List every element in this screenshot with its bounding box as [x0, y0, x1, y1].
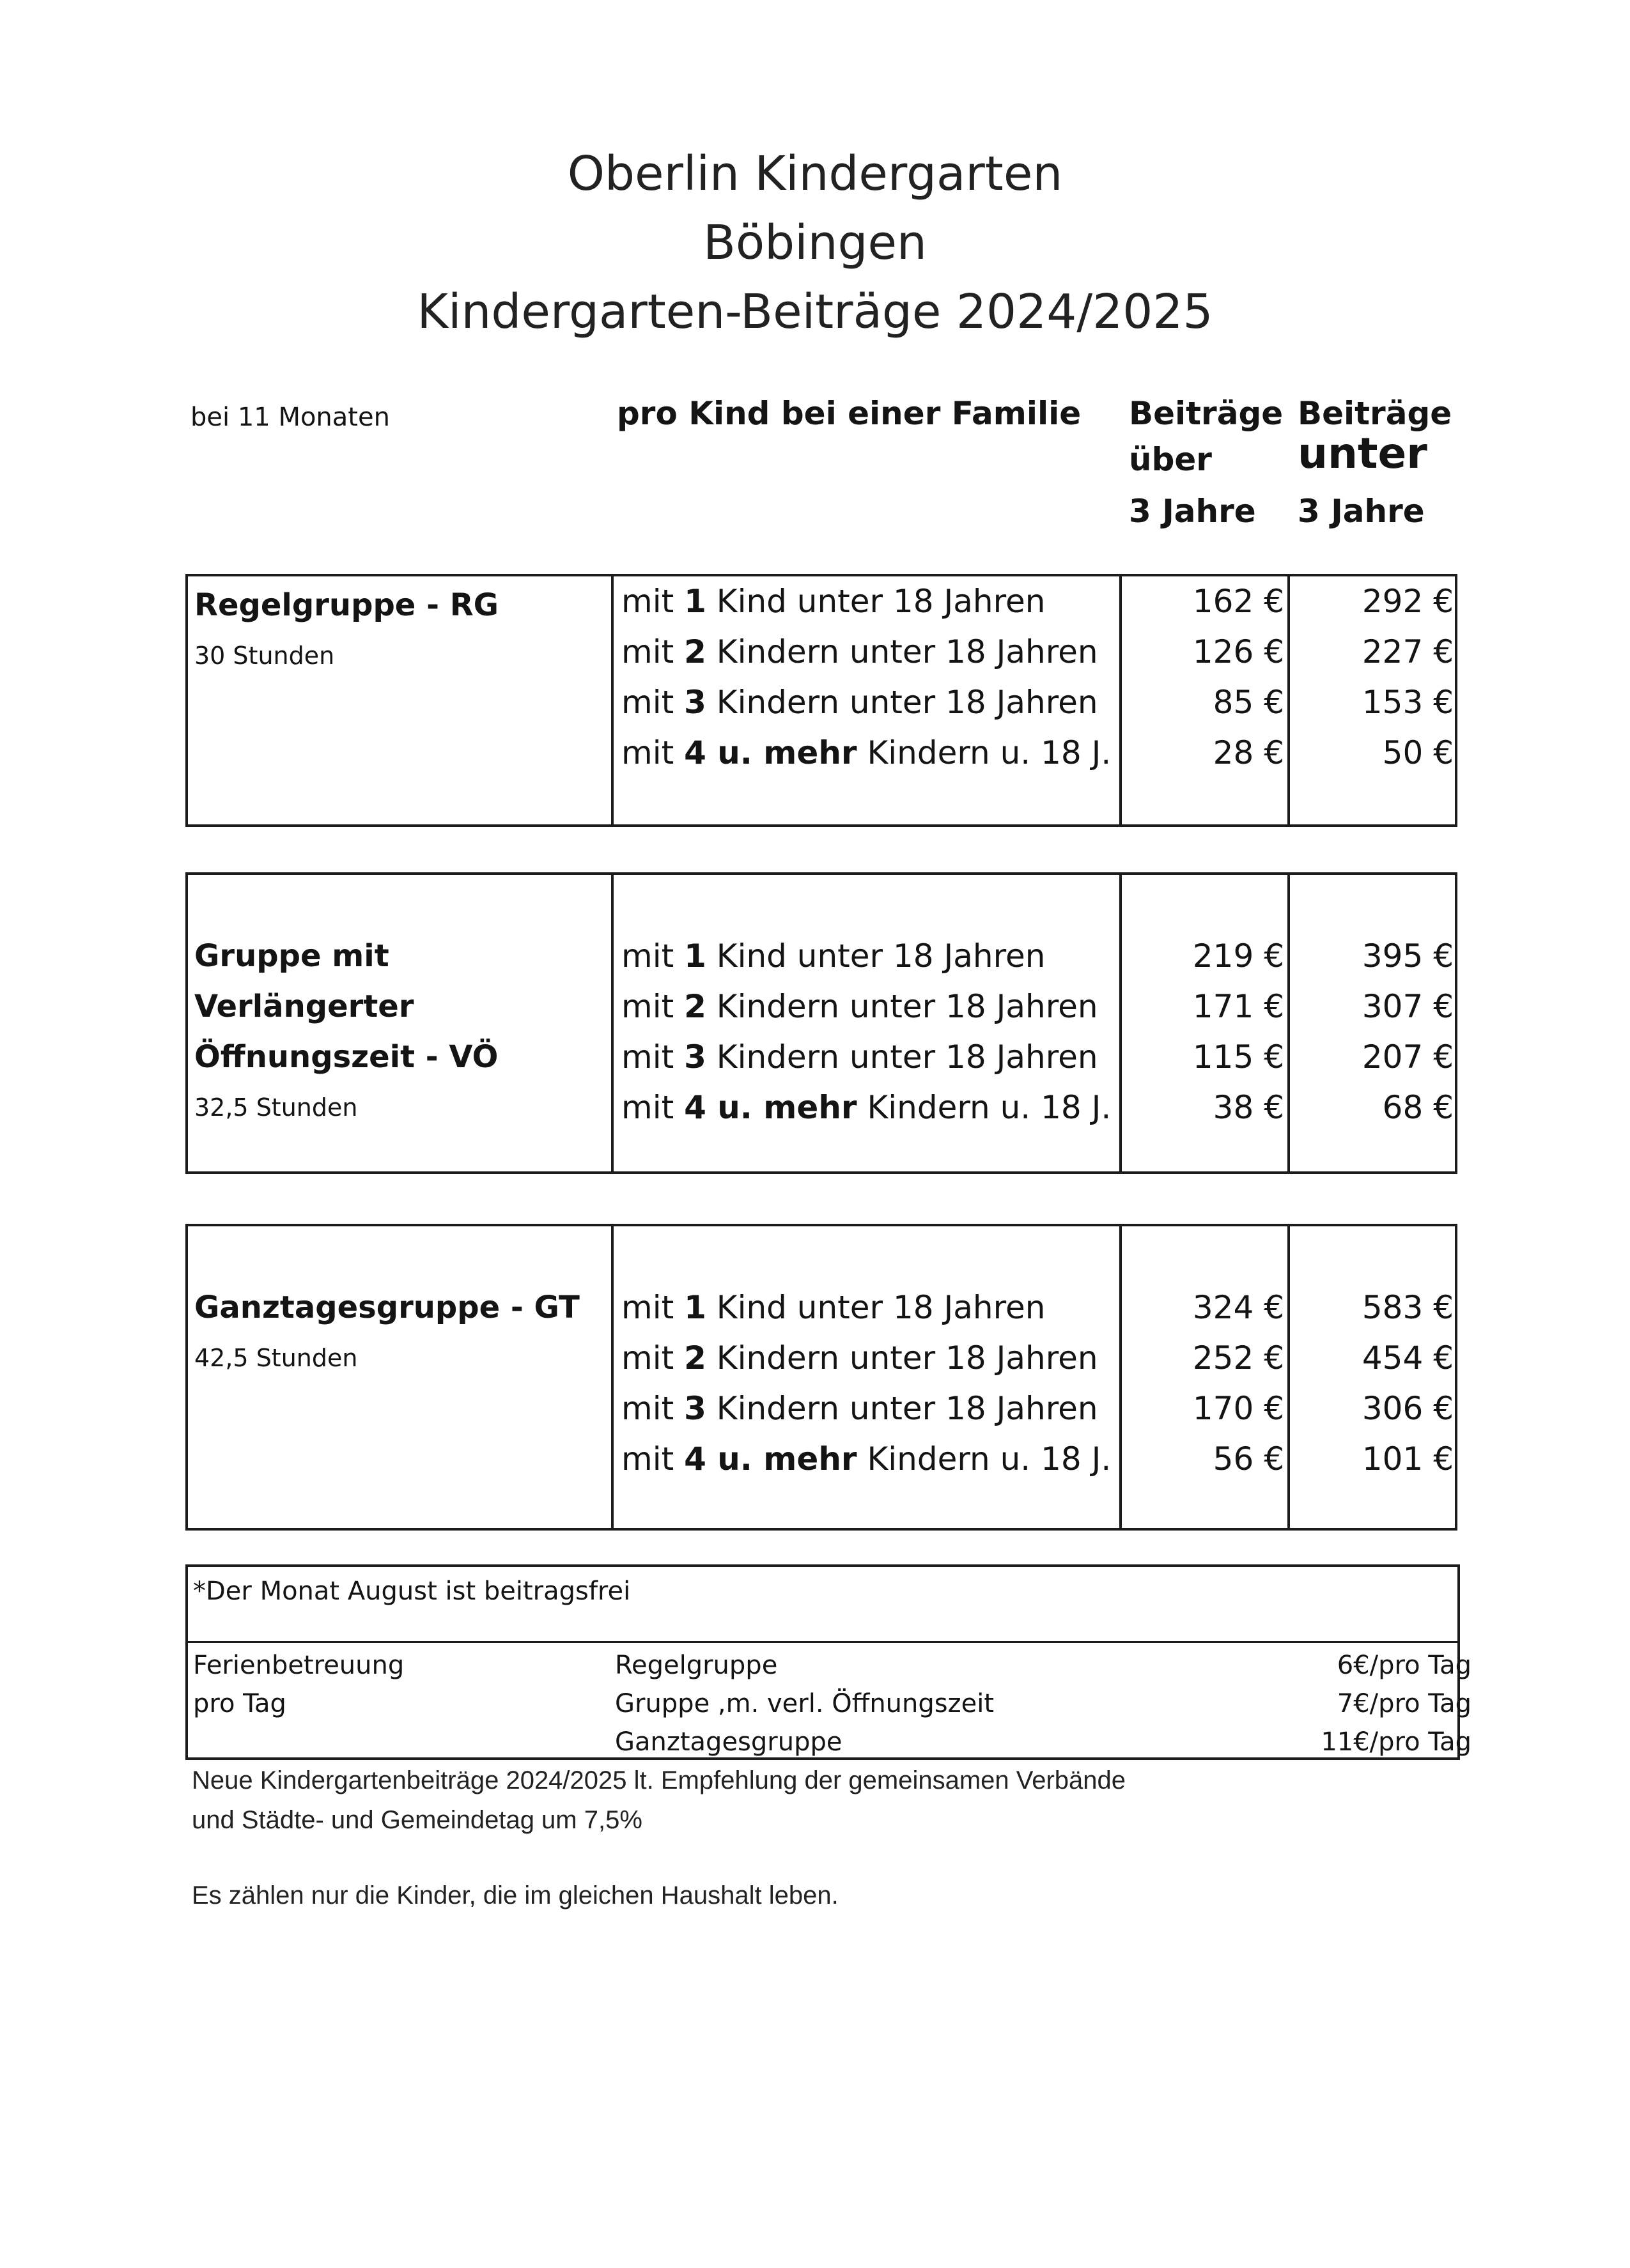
fee-under-3: 583 € [1362, 1289, 1454, 1326]
children-count-label: mit 4 u. mehr Kindern u. 18 J. [621, 734, 1112, 771]
children-count-label: mit 1 Kind unter 18 Jahren [621, 583, 1046, 620]
fee-table-1 [185, 574, 1457, 827]
over-3-header-line-2: über [1129, 441, 1212, 478]
fee-over-3: 252 € [1192, 1339, 1284, 1377]
fee-over-3: 85 € [1213, 684, 1284, 721]
fee-over-3: 126 € [1192, 633, 1284, 670]
under-3-header-line-1: Beiträge [1298, 395, 1452, 432]
fee-under-3: 227 € [1362, 633, 1454, 670]
fee-over-3: 219 € [1192, 937, 1284, 975]
fee-under-3: 207 € [1362, 1038, 1454, 1076]
fee-under-3: 101 € [1362, 1440, 1454, 1477]
footer-line-1: Neue Kindergartenbeiträge 2024/2025 lt. Empfehlung der gemeinsamen Verbände [192, 1766, 1126, 1794]
under-3-header-line-3: 3 Jahre [1298, 493, 1425, 530]
title-line-3: Kindergarten-Beiträge 2024/2025 [417, 284, 1213, 339]
children-count-label: mit 2 Kindern unter 18 Jahren [621, 1339, 1098, 1377]
holiday-price-2: 7€/pro Tag [1337, 1689, 1471, 1718]
fee-table-3 [185, 1224, 1457, 1531]
holiday-label-2: pro Tag [193, 1689, 286, 1718]
group-name: Ganztagesgruppe - GT [194, 1290, 580, 1325]
months-note: bei 11 Monaten [190, 403, 390, 432]
under-3-header-line-2: unter [1298, 429, 1427, 478]
fee-table-2 [185, 872, 1457, 1174]
fee-under-3: 395 € [1362, 937, 1454, 975]
holiday-group-2: Gruppe ,m. verl. Öffnungszeit [615, 1689, 995, 1718]
holiday-group-1: Regelgruppe [615, 1651, 778, 1680]
column-divider-3 [1287, 875, 1290, 1171]
children-count-label: mit 4 u. mehr Kindern u. 18 J. [621, 1440, 1112, 1477]
over-3-header-line-1: Beiträge [1129, 395, 1284, 432]
holiday-price-3: 11€/pro Tag [1321, 1727, 1471, 1757]
fee-under-3: 153 € [1362, 684, 1454, 721]
fee-over-3: 171 € [1192, 988, 1284, 1025]
fee-under-3: 306 € [1362, 1390, 1454, 1427]
family-column-header: pro Kind bei einer Familie [617, 395, 1082, 432]
column-divider-3 [1287, 576, 1290, 824]
children-count-label: mit 1 Kind unter 18 Jahren [621, 1289, 1046, 1326]
fee-under-3: 307 € [1362, 988, 1454, 1025]
group-name: Verlängerter [194, 989, 414, 1024]
children-count-label: mit 3 Kindern unter 18 Jahren [621, 1038, 1098, 1076]
fee-over-3: 115 € [1192, 1038, 1284, 1076]
column-divider-2 [1119, 875, 1122, 1171]
title-line-1: Oberlin Kindergarten [567, 146, 1063, 201]
fee-over-3: 56 € [1213, 1440, 1284, 1477]
notes-box [185, 1564, 1471, 1760]
holiday-price-1: 6€/pro Tag [1337, 1651, 1471, 1680]
fee-under-3: 454 € [1362, 1339, 1454, 1377]
group-hours: 32,5 Stunden [194, 1093, 358, 1122]
august-note: *Der Monat August ist beitragsfrei [193, 1577, 631, 1606]
group-hours: 42,5 Stunden [194, 1344, 358, 1372]
over-3-header-line-3: 3 Jahre [1129, 493, 1256, 530]
children-count-label: mit 1 Kind unter 18 Jahren [621, 937, 1046, 975]
children-count-label: mit 2 Kindern unter 18 Jahren [621, 988, 1098, 1025]
fee-over-3: 170 € [1192, 1390, 1284, 1427]
column-divider-1 [611, 1226, 614, 1528]
fee-under-3: 68 € [1382, 1089, 1454, 1126]
fee-under-3: 50 € [1382, 734, 1454, 771]
fee-over-3: 38 € [1213, 1089, 1284, 1126]
column-divider-1 [611, 875, 614, 1171]
group-hours: 30 Stunden [194, 642, 335, 670]
fee-over-3: 324 € [1192, 1289, 1284, 1326]
fee-over-3: 28 € [1213, 734, 1284, 771]
column-divider-2 [1119, 1226, 1122, 1528]
fee-under-3: 292 € [1362, 583, 1454, 620]
group-name: Gruppe mit [194, 938, 389, 974]
holiday-label-1: Ferienbetreuung [193, 1651, 405, 1680]
column-divider-2 [1119, 576, 1122, 824]
group-name: Regelgruppe - RG [194, 587, 499, 623]
notes-divider [188, 1641, 1457, 1643]
fee-over-3: 162 € [1192, 583, 1284, 620]
children-count-label: mit 2 Kindern unter 18 Jahren [621, 633, 1098, 670]
footer-line-3: Es zählen nur die Kinder, die im gleichen Haushalt leben. [192, 1881, 839, 1909]
children-count-label: mit 3 Kindern unter 18 Jahren [621, 684, 1098, 721]
footer-line-2: und Städte- und Gemeindetag um 7,5% [192, 1806, 642, 1834]
children-count-label: mit 3 Kindern unter 18 Jahren [621, 1390, 1098, 1427]
column-divider-3 [1287, 1226, 1290, 1528]
holiday-group-3: Ganztagesgruppe [615, 1727, 842, 1757]
children-count-label: mit 4 u. mehr Kindern u. 18 J. [621, 1089, 1112, 1126]
column-divider-1 [611, 576, 614, 824]
title-line-2: Böbingen [703, 215, 927, 270]
group-name: Öffnungszeit - VÖ [194, 1039, 499, 1075]
